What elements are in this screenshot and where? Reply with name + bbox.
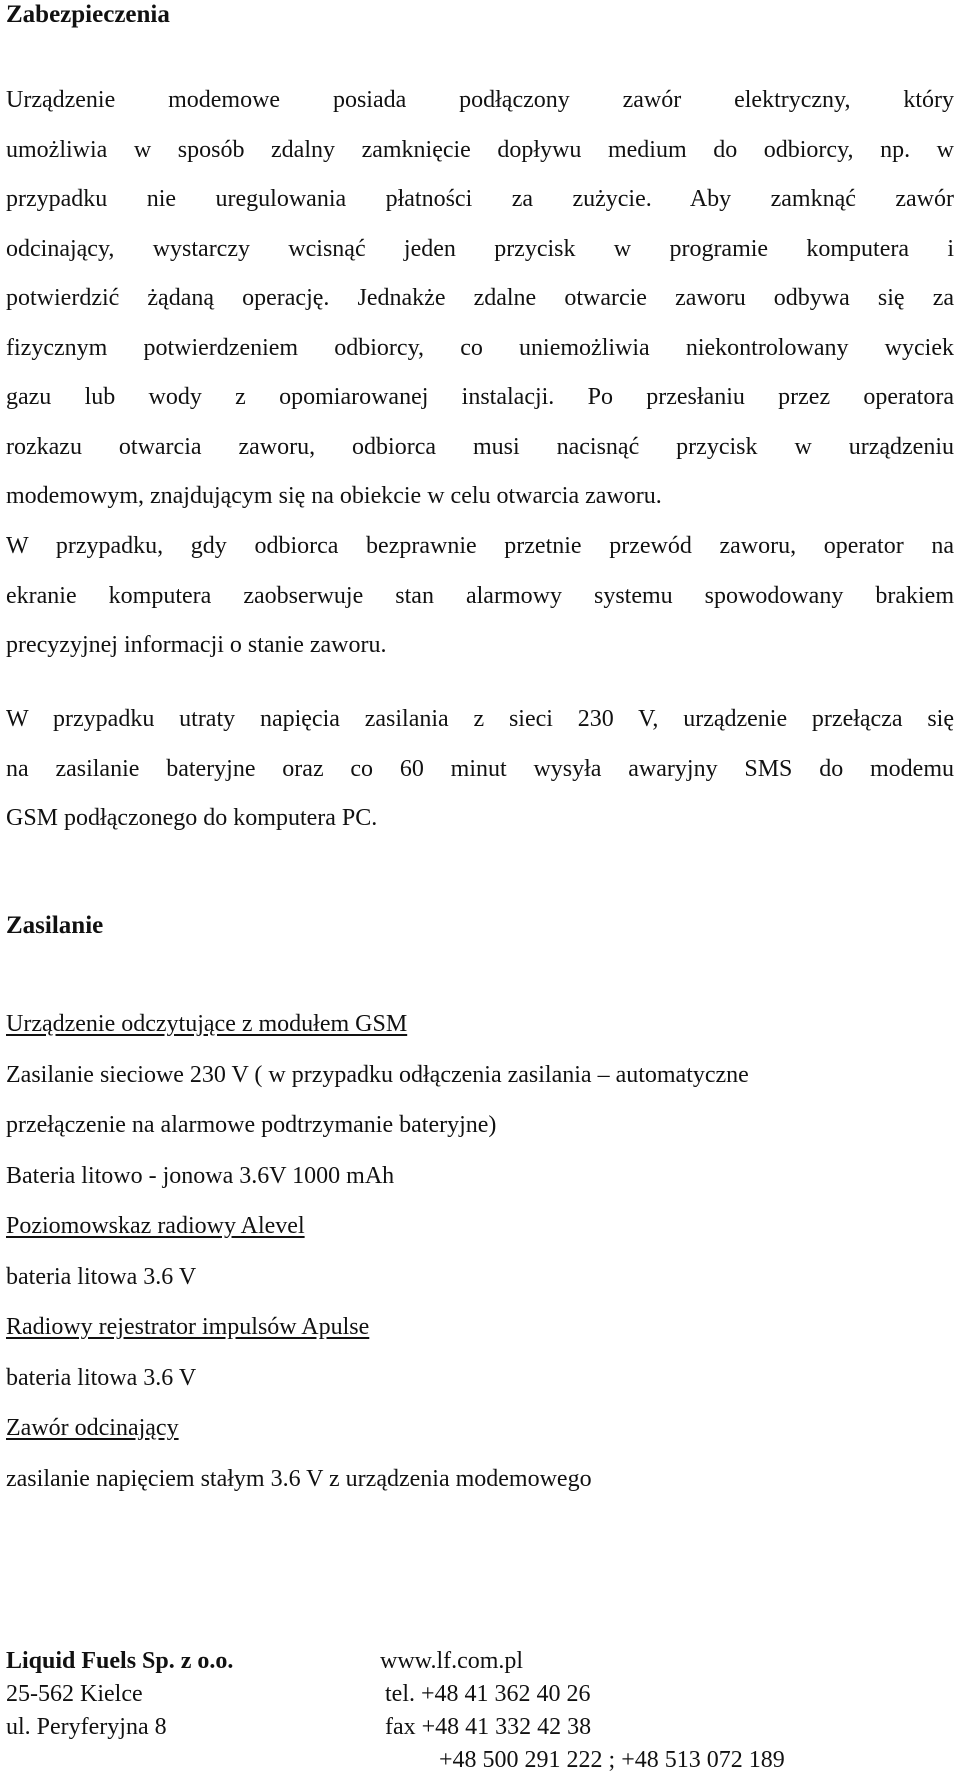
device-name-pulse-recorder: Radiowy rejestrator impulsów Apulse xyxy=(6,1314,370,1340)
text-line: fizycznym potwierdzeniem odbiorcy, co uniemożliwia niekontrolowany wyciek xyxy=(6,334,954,361)
power-heading: Zasilanie xyxy=(6,912,104,939)
spec-line: bateria litowa 3.6 V xyxy=(6,1364,197,1391)
text-line: odcinający, wystarczy wcisnąć jeden przycisk w programie komputera i xyxy=(6,235,954,262)
text-line: na zasilanie bateryjne oraz co 60 minut wysyła awaryjny SMS do modemu xyxy=(6,755,954,782)
text-line: ekranie komputera zaobserwuje stan alarmowy systemu spowodowany brakiem xyxy=(6,582,954,609)
postal-address: 25-562 Kielce xyxy=(6,1681,143,1707)
security-paragraph-3 xyxy=(6,695,954,844)
device-name-gsm-reader: Urządzenie odczytujące z modułem GSM xyxy=(6,1011,408,1037)
street-address: ul. Peryferyjna 8 xyxy=(6,1714,167,1740)
text-line: W przypadku utraty napięcia zasilania z sieci 230 V, urządzenie przełącza się xyxy=(6,706,954,732)
text-line: umożliwia w sposób zdalny zamknięcie dopływu medium do odbiorcy, np. w xyxy=(6,136,954,163)
power-specs xyxy=(6,999,954,1504)
spec-line: zasilanie napięciem stałym 3.6 V z urządzenia modemowego xyxy=(6,1465,592,1492)
text-line: gazu lub wody z opomiarowanej instalacji. Po przesłaniu przez operatora xyxy=(6,384,954,410)
text-line: Urządzenie modemowe posiada podłączony zawór elektryczny, który xyxy=(6,87,954,113)
text-line: precyzyjnej informacji o stanie zaworu. xyxy=(6,632,387,658)
text-line: W przypadku, gdy odbiorca bezprawnie przetnie przewód zaworu, operator na xyxy=(6,533,954,559)
text-line: modemowym, znajdującym się na obiekcie w celu otwarcia zaworu. xyxy=(6,483,662,509)
text-line: rozkazu otwarcia zaworu, odbiorca musi nacisnąć przycisk w urządzeniu xyxy=(6,433,954,460)
security-paragraph-1 xyxy=(6,76,954,522)
spec-line: Bateria litowo - jonowa 3.6V 1000 mAh xyxy=(6,1162,395,1189)
text-line: GSM podłączonego do komputera PC. xyxy=(6,805,378,831)
fax-number: fax +48 41 332 42 38 xyxy=(385,1714,592,1740)
phone-number: tel. +48 41 362 40 26 xyxy=(385,1681,591,1707)
company-footer xyxy=(6,1645,954,1777)
spec-line: Zasilanie sieciowe 230 V ( w przypadku odłączenia zasilania – automatyczne xyxy=(6,1061,749,1088)
device-name-shutoff-valve: Zawór odcinający xyxy=(6,1415,179,1441)
security-paragraph-2 xyxy=(6,522,954,671)
text-line: potwierdzić żądaną operację. Jednakże zdalne otwarcie zaworu odbywa się za xyxy=(6,285,954,311)
spec-line: przełączenie na alarmowe podtrzymanie bateryjne) xyxy=(6,1112,497,1138)
mobile-numbers: +48 500 291 222 ; +48 513 072 189 xyxy=(439,1747,785,1773)
spec-line: bateria litowa 3.6 V xyxy=(6,1263,197,1290)
company-name: Liquid Fuels Sp. z o.o. xyxy=(6,1648,234,1674)
company-website: www.lf.com.pl xyxy=(380,1648,524,1674)
security-heading: Zabezpieczenia xyxy=(6,1,170,28)
device-name-level-gauge: Poziomowskaz radiowy Alevel xyxy=(6,1213,305,1239)
text-line: przypadku nie uregulowania płatności za zużycie. Aby zamknąć zawór xyxy=(6,186,954,212)
